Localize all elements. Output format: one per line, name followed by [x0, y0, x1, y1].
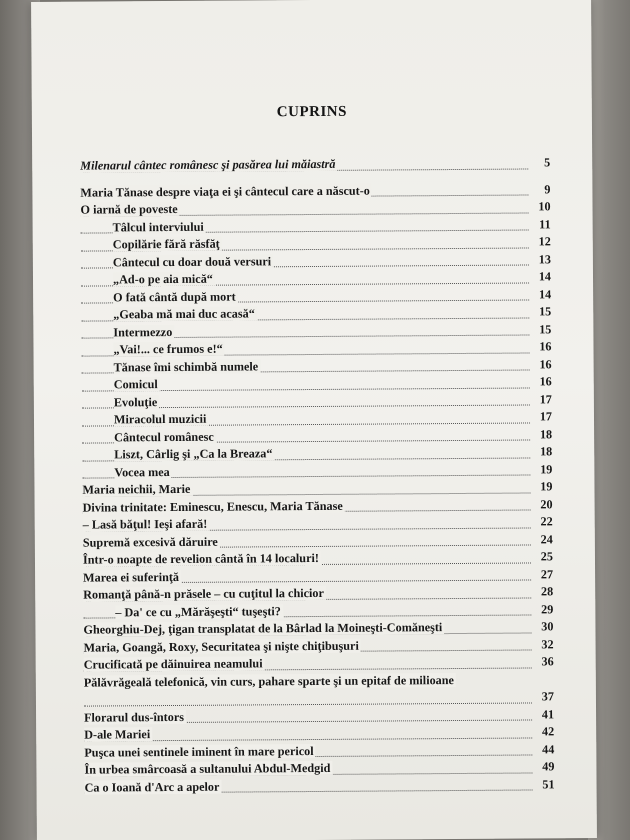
toc-entry: – Lasă băţul! Ieşi afară! 22: [82, 514, 553, 532]
book-page: [31, 0, 597, 840]
toc-entry: Ca o Ioană d'Arc a apelor 51: [84, 776, 555, 795]
toc-entry: O iarnă de poveste 10: [80, 199, 551, 217]
toc-entry: Supremă excesivă dăruire 24: [82, 531, 553, 550]
page-number: 18: [539, 444, 553, 459]
page-number: 51: [542, 776, 555, 791]
toc-entry: Pălăvrăgeală telefonică, vin curs, pahare sparte şi un epitaf de milioane 37: [84, 671, 554, 709]
page-number: 18: [539, 426, 553, 441]
toc-entry: Puşca unei sentinele iminent în mare pericol 44: [84, 741, 555, 760]
page-number: 42: [541, 724, 555, 739]
toc-entry: Milenarul cântec românesc şi pasărea lui măiastră 5: [80, 155, 551, 173]
toc-entry: Comicul 16: [82, 373, 552, 394]
toc-entry: „Geaba mă mai duc acasă“ 15: [81, 303, 551, 324]
toc-entry: D-ale Mariei 42: [84, 724, 555, 742]
page-title: CUPRINS: [276, 103, 347, 121]
page-number: 14: [538, 269, 552, 284]
toc-entry: Cântecul românesc 18: [82, 426, 552, 447]
toc-entry: Maria, Goangă, Roxy, Securitatea şi nişte chiţibuşuri 32: [83, 636, 554, 655]
page-number: 13: [538, 251, 551, 266]
page-number: 11: [539, 216, 551, 231]
toc-entry: Maria neichii, Marie 19: [82, 479, 553, 497]
toc-entry: Într-o noapte de revelion cântă în 14 localuri! 25: [82, 549, 554, 567]
page-number: 16: [539, 374, 552, 389]
toc-entry: O fată cântă după mort 14: [81, 286, 551, 307]
page-number: 44: [542, 741, 555, 756]
page-number: 25: [540, 549, 554, 564]
toc-entry: – Da' ce cu „Mărăşeşti“ tuşeşti? 29: [83, 601, 553, 622]
page-number: 22: [540, 514, 553, 529]
page-number: 17: [539, 409, 553, 424]
page-number: 10: [538, 199, 551, 214]
page-number: 19: [540, 461, 553, 476]
page-number: 19: [540, 479, 553, 494]
page-number: 14: [538, 286, 552, 301]
toc-entry: Romanţă până-n prăsele – cu cuţitul la chicior 28: [83, 584, 554, 602]
toc-entry: Gheorghiu-Dej, ţigan transplatat de la Bârlad la Moineşti-Comăneşti 30: [83, 619, 554, 637]
toc-entry: Marea ei suferinţă 27: [83, 566, 554, 585]
page-number: 36: [541, 654, 554, 669]
toc-entry: Liszt, Cârlig şi „Ca la Breaza“ 18: [82, 443, 552, 464]
toc-entry: Tănase îmi schimbă numele 16: [82, 356, 552, 377]
toc-entry: Divina trinitate: Eminescu, Enescu, Maria Tănase 20: [82, 496, 553, 515]
toc-entry: Cântecul cu doar două versuri 13: [81, 251, 551, 272]
page-number: 5: [544, 155, 551, 170]
toc-entry: Intermezzo 15: [81, 321, 551, 342]
page-number: 41: [541, 706, 555, 721]
page-number: 49: [542, 759, 555, 774]
page-number: 28: [540, 584, 554, 599]
page-number: 37: [541, 689, 554, 704]
page-number: 12: [538, 234, 551, 249]
page-number: 16: [539, 356, 552, 371]
toc-entry: „Vai!... ce frumos e!“ 16: [81, 338, 551, 359]
toc-entry: Vocea mea 19: [82, 461, 552, 482]
page-number: 24: [540, 531, 553, 546]
toc-entry: „Ad-o pe aia mică“ 14: [81, 268, 551, 289]
page-number: 9: [544, 181, 551, 196]
page-number: 15: [539, 304, 552, 319]
page-number: 15: [539, 321, 552, 336]
toc-entry: Florarul dus-întors 41: [84, 706, 555, 725]
page-number: 30: [541, 619, 554, 634]
page-number: 16: [539, 339, 552, 354]
toc-entry: Evoluţie 17: [82, 391, 552, 412]
page-number: 29: [541, 601, 554, 616]
toc-entry: Copilărie fără răsfăţ 12: [81, 233, 551, 254]
page-number: 17: [539, 391, 552, 406]
page-number: 20: [540, 496, 553, 511]
toc-entry: Tâlcul interviului 11: [81, 216, 551, 237]
toc-entry: Crucificată pe dăinuirea neamului 36: [83, 654, 554, 672]
toc-entry: În urbea smârcoasă a sultanului Abdul-Medgid 49: [84, 759, 555, 777]
table-of-contents: [80, 154, 554, 796]
toc-entry: Maria Tănase despre viaţa ei şi cântecul care a născut-o 9: [80, 181, 551, 200]
page-number: 32: [541, 636, 554, 651]
page-number: 27: [540, 566, 554, 581]
toc-entry: Miracolul muzicii 17: [82, 408, 552, 429]
